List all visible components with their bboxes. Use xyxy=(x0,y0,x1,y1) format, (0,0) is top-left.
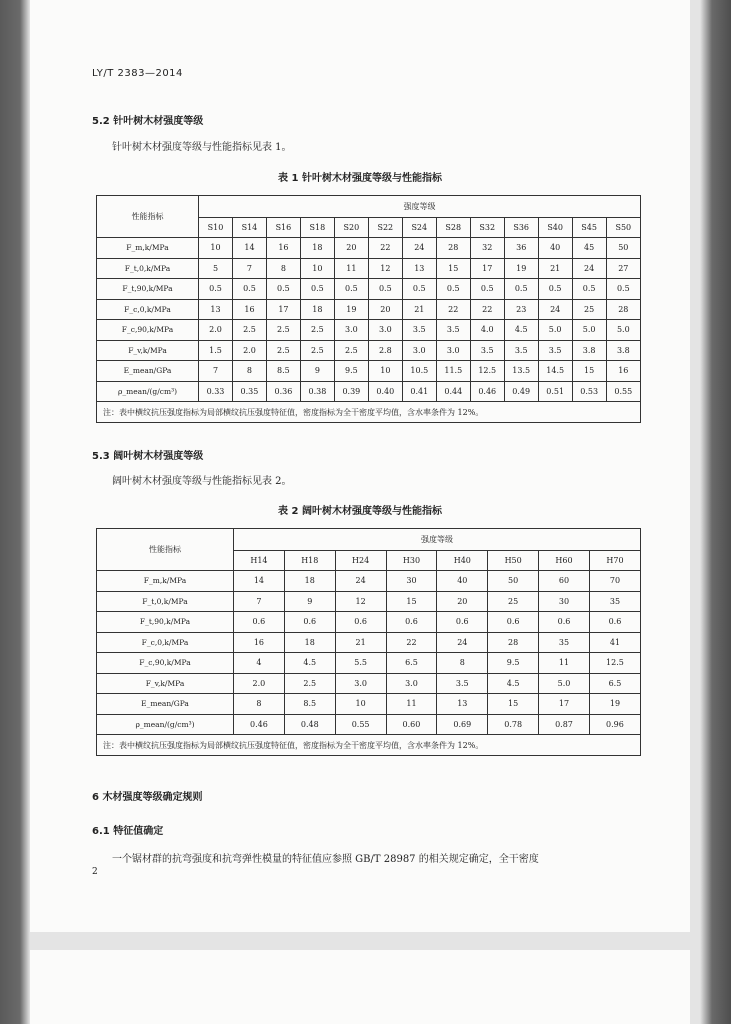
table-cell: 25 xyxy=(488,591,539,612)
table-cell: 35 xyxy=(589,591,640,612)
table-cell: 0.5 xyxy=(606,279,640,300)
grade-header: S20 xyxy=(334,218,368,238)
table-cell: 5 xyxy=(199,258,233,279)
section-5-2-title: 5.2 针叶树木材强度等级 xyxy=(92,116,204,127)
table-cell: 3.5 xyxy=(437,673,488,694)
table-row xyxy=(97,714,641,735)
table-cell: 2.0 xyxy=(232,340,266,361)
table-cell: 16 xyxy=(606,361,640,382)
table-cell: 12 xyxy=(368,258,402,279)
page-number: 2 xyxy=(92,867,98,877)
table-cell: 7 xyxy=(232,258,266,279)
section-5-3-paragraph: 阔叶树木材强度等级与性能指标见表 2。 xyxy=(112,476,292,487)
table-cell: 28 xyxy=(436,238,470,259)
table-cell: 8 xyxy=(266,258,300,279)
table-cell: 2.5 xyxy=(266,340,300,361)
table-cell: 3.5 xyxy=(436,320,470,341)
table-cell: 20 xyxy=(334,238,368,259)
grade-header: S36 xyxy=(504,218,538,238)
table-cell: 0.60 xyxy=(386,714,437,735)
table-cell: 0.6 xyxy=(539,612,590,633)
table-cell: 0.5 xyxy=(470,279,504,300)
table-row xyxy=(97,279,641,300)
table-cell: 19 xyxy=(504,258,538,279)
table-cell: 5.5 xyxy=(335,653,386,674)
table-cell: 24 xyxy=(335,571,386,592)
row-label: F_t,90,k/MPa xyxy=(97,279,199,300)
table-cell: 2.0 xyxy=(199,320,233,341)
table-cell: 21 xyxy=(402,299,436,320)
table-cell: 12.5 xyxy=(589,653,640,674)
table-cell: 27 xyxy=(606,258,640,279)
row-label: ρ_mean/(g/cm³) xyxy=(97,381,199,402)
table-cell: 4.5 xyxy=(504,320,538,341)
table-row xyxy=(97,320,641,341)
table-row xyxy=(97,361,641,382)
table-cell: 5.0 xyxy=(606,320,640,341)
table-cell: 0.78 xyxy=(488,714,539,735)
table-cell: 32 xyxy=(470,238,504,259)
table-cell: 15 xyxy=(572,361,606,382)
table-cell: 0.6 xyxy=(284,612,335,633)
table-cell: 4.5 xyxy=(284,653,335,674)
table-2 xyxy=(96,528,641,756)
table-cell: 3.8 xyxy=(572,340,606,361)
table-cell: 2.8 xyxy=(368,340,402,361)
table-cell: 10 xyxy=(199,238,233,259)
table-cell: 0.40 xyxy=(368,381,402,402)
table-cell: 35 xyxy=(539,632,590,653)
table-cell: 11 xyxy=(334,258,368,279)
table-cell: 0.5 xyxy=(402,279,436,300)
table-1-corner-header: 性能指标 xyxy=(97,196,199,238)
row-label: F_m,k/MPa xyxy=(97,571,234,592)
table-cell: 3.0 xyxy=(386,673,437,694)
table-cell: 11 xyxy=(386,694,437,715)
table-cell: 6.5 xyxy=(386,653,437,674)
table-cell: 5.0 xyxy=(572,320,606,341)
table-cell: 0.46 xyxy=(234,714,285,735)
table-cell: 5.0 xyxy=(539,673,590,694)
table-cell: 3.0 xyxy=(368,320,402,341)
section-5-3-title: 5.3 阔叶树木材强度等级 xyxy=(92,451,204,462)
table-cell: 4.0 xyxy=(470,320,504,341)
grade-header: H60 xyxy=(539,551,590,571)
grade-header: H14 xyxy=(234,551,285,571)
table-cell: 0.69 xyxy=(437,714,488,735)
document-page xyxy=(30,0,690,932)
table-cell: 0.46 xyxy=(470,381,504,402)
table-cell: 0.5 xyxy=(368,279,402,300)
table-cell: 18 xyxy=(284,632,335,653)
table-cell: 3.0 xyxy=(436,340,470,361)
table-cell: 0.5 xyxy=(334,279,368,300)
table-cell: 36 xyxy=(504,238,538,259)
table-cell: 24 xyxy=(572,258,606,279)
row-label: F_c,0,k/MPa xyxy=(97,299,199,320)
next-page-edge xyxy=(30,950,690,1024)
table-1-note: 注：表中横纹抗压强度指标为局部横纹抗压强度特征值，密度指标为全干密度平均值，含水率条件为 12%。 xyxy=(97,402,641,423)
table-cell: 0.6 xyxy=(335,612,386,633)
table-cell: 12.5 xyxy=(470,361,504,382)
table-cell: 17 xyxy=(470,258,504,279)
table-cell: 8 xyxy=(234,694,285,715)
section-6-1-title: 6.1 特征值确定 xyxy=(92,826,164,837)
table-cell: 40 xyxy=(437,571,488,592)
table-cell: 0.5 xyxy=(232,279,266,300)
table-cell: 10 xyxy=(335,694,386,715)
table-row xyxy=(97,694,641,715)
table-cell: 2.5 xyxy=(266,320,300,341)
row-label: ρ_mean/(g/cm³) xyxy=(97,714,234,735)
table-cell: 41 xyxy=(589,632,640,653)
table-cell: 4 xyxy=(234,653,285,674)
grade-header: S10 xyxy=(199,218,233,238)
table-row xyxy=(97,340,641,361)
table-cell: 0.35 xyxy=(232,381,266,402)
table-cell: 12 xyxy=(335,591,386,612)
table-cell: 24 xyxy=(437,632,488,653)
table-cell: 2.5 xyxy=(300,340,334,361)
table-cell: 50 xyxy=(488,571,539,592)
table-cell: 18 xyxy=(300,238,334,259)
row-label: E_mean/GPa xyxy=(97,694,234,715)
table-cell: 20 xyxy=(368,299,402,320)
grade-header: S50 xyxy=(606,218,640,238)
table-cell: 4.5 xyxy=(488,673,539,694)
table-cell: 0.49 xyxy=(504,381,538,402)
table-cell: 0.6 xyxy=(437,612,488,633)
table-cell: 0.41 xyxy=(402,381,436,402)
table-row xyxy=(97,381,641,402)
table-cell: 0.51 xyxy=(538,381,572,402)
table-cell: 22 xyxy=(368,238,402,259)
table-cell: 0.5 xyxy=(572,279,606,300)
table-cell: 0.44 xyxy=(436,381,470,402)
row-label: F_v,k/MPa xyxy=(97,673,234,694)
table-row xyxy=(97,653,641,674)
table-cell: 2.5 xyxy=(232,320,266,341)
table-cell: 3.5 xyxy=(538,340,572,361)
table-cell: 19 xyxy=(589,694,640,715)
table-cell: 16 xyxy=(232,299,266,320)
row-label: F_t,0,k/MPa xyxy=(97,591,234,612)
table-cell: 21 xyxy=(335,632,386,653)
table-cell: 2.5 xyxy=(334,340,368,361)
table-row xyxy=(97,238,641,259)
table-cell: 9.5 xyxy=(488,653,539,674)
table-cell: 18 xyxy=(284,571,335,592)
table-cell: 0.87 xyxy=(539,714,590,735)
table-cell: 13 xyxy=(437,694,488,715)
table-cell: 24 xyxy=(402,238,436,259)
table-cell: 3.0 xyxy=(335,673,386,694)
table-cell: 14.5 xyxy=(538,361,572,382)
table-cell: 60 xyxy=(539,571,590,592)
table-cell: 9 xyxy=(300,361,334,382)
table-cell: 3.0 xyxy=(334,320,368,341)
table-cell: 8 xyxy=(437,653,488,674)
table-cell: 3.0 xyxy=(402,340,436,361)
table-cell: 14 xyxy=(232,238,266,259)
table-cell: 2.0 xyxy=(234,673,285,694)
grade-header: H24 xyxy=(335,551,386,571)
table-cell: 22 xyxy=(386,632,437,653)
table-cell: 40 xyxy=(538,238,572,259)
table-cell: 15 xyxy=(436,258,470,279)
table-cell: 0.6 xyxy=(589,612,640,633)
table-cell: 0.5 xyxy=(199,279,233,300)
table-cell: 18 xyxy=(300,299,334,320)
table-cell: 17 xyxy=(266,299,300,320)
grade-header: S40 xyxy=(538,218,572,238)
row-label: E_mean/GPa xyxy=(97,361,199,382)
table-cell: 3.5 xyxy=(402,320,436,341)
table-cell: 10 xyxy=(300,258,334,279)
table-cell: 22 xyxy=(470,299,504,320)
table-cell: 0.55 xyxy=(606,381,640,402)
table-cell: 0.53 xyxy=(572,381,606,402)
table-cell: 7 xyxy=(199,361,233,382)
table-2-caption: 表 2 阔叶树木材强度等级与性能指标 xyxy=(278,506,442,517)
table-cell: 7 xyxy=(234,591,285,612)
table-2-group-header: 强度等级 xyxy=(234,529,641,551)
table-row xyxy=(97,571,641,592)
table-2-corner-header: 性能指标 xyxy=(97,529,234,571)
table-cell: 25 xyxy=(572,299,606,320)
grade-header: H40 xyxy=(437,551,488,571)
table-row xyxy=(97,299,641,320)
row-label: F_t,90,k/MPa xyxy=(97,612,234,633)
grade-header: S18 xyxy=(300,218,334,238)
table-cell: 0.55 xyxy=(335,714,386,735)
grade-header: H70 xyxy=(589,551,640,571)
table-cell: 20 xyxy=(437,591,488,612)
table-cell: 16 xyxy=(266,238,300,259)
table-cell: 11.5 xyxy=(436,361,470,382)
table-cell: 0.36 xyxy=(266,381,300,402)
table-cell: 0.5 xyxy=(504,279,538,300)
table-cell: 10.5 xyxy=(402,361,436,382)
table-cell: 21 xyxy=(538,258,572,279)
table-cell: 30 xyxy=(539,591,590,612)
table-cell: 9 xyxy=(284,591,335,612)
grade-header: S16 xyxy=(266,218,300,238)
table-cell: 70 xyxy=(589,571,640,592)
table-cell: 13 xyxy=(402,258,436,279)
grade-header: S22 xyxy=(368,218,402,238)
table-row xyxy=(97,612,641,633)
table-cell: 28 xyxy=(606,299,640,320)
table-1-group-header: 强度等级 xyxy=(199,196,641,218)
row-label: F_c,0,k/MPa xyxy=(97,632,234,653)
table-row xyxy=(97,258,641,279)
table-cell: 8.5 xyxy=(266,361,300,382)
table-cell: 13 xyxy=(199,299,233,320)
table-cell: 0.96 xyxy=(589,714,640,735)
table-cell: 0.5 xyxy=(266,279,300,300)
table-1-caption: 表 1 针叶树木材强度等级与性能指标 xyxy=(278,173,442,184)
row-label: F_c,90,k/MPa xyxy=(97,320,199,341)
grade-header: S45 xyxy=(572,218,606,238)
table-cell: 50 xyxy=(606,238,640,259)
table-cell: 2.5 xyxy=(284,673,335,694)
table-cell: 3.5 xyxy=(470,340,504,361)
table-cell: 23 xyxy=(504,299,538,320)
table-cell: 19 xyxy=(334,299,368,320)
table-cell: 9.5 xyxy=(334,361,368,382)
table-cell: 0.5 xyxy=(538,279,572,300)
table-cell: 0.6 xyxy=(386,612,437,633)
table-cell: 15 xyxy=(488,694,539,715)
table-cell: 0.5 xyxy=(300,279,334,300)
table-cell: 24 xyxy=(538,299,572,320)
grade-header: S28 xyxy=(436,218,470,238)
table-row xyxy=(97,673,641,694)
table-cell: 6.5 xyxy=(589,673,640,694)
table-cell: 0.38 xyxy=(300,381,334,402)
section-6-1-paragraph: 一个锯材群的抗弯强度和抗弯弹性模量的特征值应参照 GB/T 28987 的相关规定确定，全干密度 xyxy=(112,854,539,865)
row-label: F_v,k/MPa xyxy=(97,340,199,361)
table-row xyxy=(97,591,641,612)
table-cell: 30 xyxy=(386,571,437,592)
table-cell: 45 xyxy=(572,238,606,259)
grade-header: H30 xyxy=(386,551,437,571)
table-cell: 15 xyxy=(386,591,437,612)
table-cell: 5.0 xyxy=(538,320,572,341)
table-cell: 2.5 xyxy=(300,320,334,341)
table-1 xyxy=(96,195,641,423)
table-row xyxy=(97,632,641,653)
row-label: F_c,90,k/MPa xyxy=(97,653,234,674)
table-cell: 28 xyxy=(488,632,539,653)
table-cell: 8.5 xyxy=(284,694,335,715)
table-cell: 0.39 xyxy=(334,381,368,402)
table-cell: 14 xyxy=(234,571,285,592)
table-2-note: 注：表中横纹抗压强度指标为局部横纹抗压强度特征值，密度指标为全干密度平均值，含水率条件为 12%。 xyxy=(97,735,641,756)
table-cell: 3.8 xyxy=(606,340,640,361)
table-cell: 13.5 xyxy=(504,361,538,382)
section-6-title: 6 木材强度等级确定规则 xyxy=(92,792,203,803)
row-label: F_t,0,k/MPa xyxy=(97,258,199,279)
table-cell: 16 xyxy=(234,632,285,653)
table-cell: 0.6 xyxy=(488,612,539,633)
grade-header: S14 xyxy=(232,218,266,238)
table-cell: 0.5 xyxy=(436,279,470,300)
row-label: F_m,k/MPa xyxy=(97,238,199,259)
grade-header: S24 xyxy=(402,218,436,238)
table-cell: 22 xyxy=(436,299,470,320)
table-cell: 0.33 xyxy=(199,381,233,402)
table-cell: 11 xyxy=(539,653,590,674)
section-5-2-paragraph: 针叶树木材强度等级与性能指标见表 1。 xyxy=(112,142,292,153)
table-cell: 1.5 xyxy=(199,340,233,361)
grade-header: H50 xyxy=(488,551,539,571)
table-cell: 0.6 xyxy=(234,612,285,633)
table-cell: 10 xyxy=(368,361,402,382)
grade-header: H18 xyxy=(284,551,335,571)
grade-header: S32 xyxy=(470,218,504,238)
document-header: LY/T 2383—2014 xyxy=(92,68,183,79)
table-cell: 3.5 xyxy=(504,340,538,361)
table-cell: 17 xyxy=(539,694,590,715)
table-cell: 8 xyxy=(232,361,266,382)
table-cell: 0.48 xyxy=(284,714,335,735)
